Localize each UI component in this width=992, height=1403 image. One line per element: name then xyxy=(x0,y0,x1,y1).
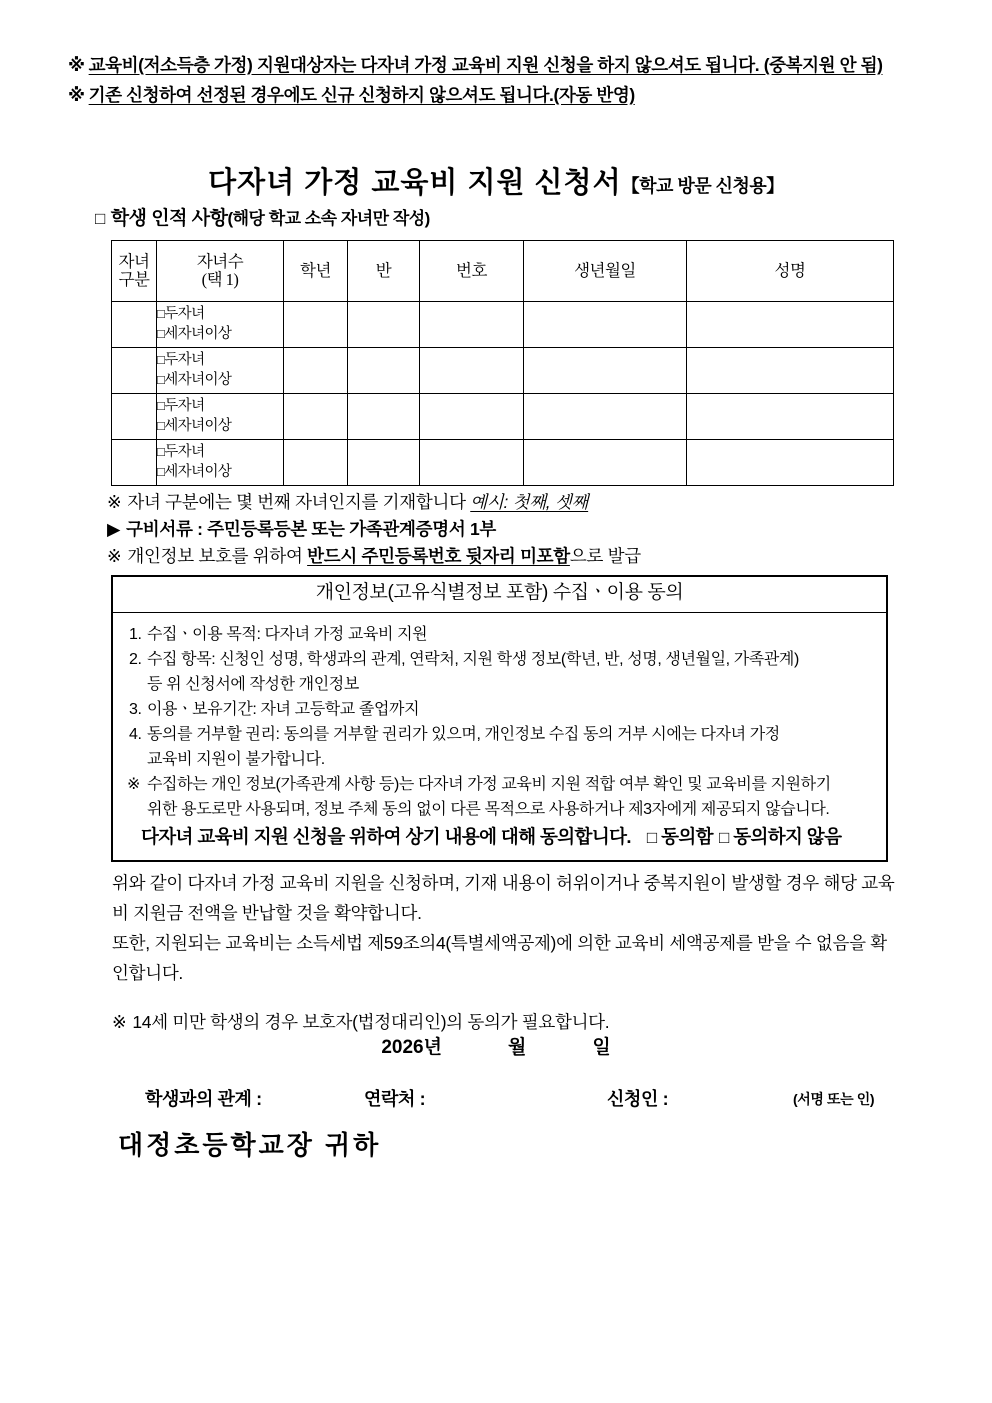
consent-item-2-continuation: 등 위 신청서에 작성한 개인정보 xyxy=(147,675,359,693)
agree-checkbox-label: 동의함 xyxy=(661,825,713,847)
consent-item-4 xyxy=(123,722,876,772)
cell-grade[interactable] xyxy=(284,302,348,348)
cell-birthdate[interactable] xyxy=(524,302,687,348)
col-header-child-count-line1: 자녀수 xyxy=(196,252,244,272)
relation-to-student-label[interactable]: 학생과의 관계 : xyxy=(145,1089,262,1109)
privacy-consent-body xyxy=(113,613,886,860)
checkbox-square-icon: □ xyxy=(95,209,105,228)
top-notice-2 xyxy=(68,80,928,110)
cell-child-count[interactable] xyxy=(157,302,284,348)
cell-name[interactable] xyxy=(687,440,894,486)
cell-name[interactable] xyxy=(687,394,894,440)
table-header-row xyxy=(112,241,894,302)
top-notice-1 xyxy=(68,50,928,80)
option-three-or-more-children[interactable] xyxy=(157,371,283,391)
option-three-or-more-children[interactable] xyxy=(157,417,283,437)
consent-agreement-line xyxy=(123,822,876,854)
table-row xyxy=(112,348,894,394)
option-two-children-label: 두자녀 xyxy=(164,443,205,460)
consent-item-4-text: 동의를 거부할 권리: 동의를 거부할 권리가 있으며, 개인정보 수집 동의 거부 시에는 다자녀 가정 xyxy=(147,725,780,743)
contact-label[interactable]: 연락처 : xyxy=(364,1089,426,1109)
cell-grade[interactable] xyxy=(284,440,348,486)
page-title: 다자녀 가정 교육비 지원 신청서 xyxy=(208,167,622,199)
triangle-bullet-icon: ▶ xyxy=(107,519,121,539)
cell-name[interactable] xyxy=(687,348,894,394)
col-header-child-order xyxy=(112,241,157,302)
table-note-1 xyxy=(107,489,927,516)
top-notice-2-text: 기존 신청하여 선정된 경우에도 신규 신청하지 않으셔도 됩니다.(자동 반영) xyxy=(88,85,635,105)
consent-item-note-text: 수집하는 개인 정보(가족관계 사항 등)는 다자녀 가정 교육비 지원 적합 여부 확인 및 교육비를 지원하기 xyxy=(147,775,831,793)
col-header-child-order-line2: 구분 xyxy=(118,270,150,289)
title-block xyxy=(0,160,992,201)
cell-birthdate[interactable] xyxy=(524,394,687,440)
cell-child-order[interactable] xyxy=(112,302,157,348)
consent-item-note xyxy=(123,772,876,822)
table-note-3-pre: 개인정보 보호를 위하여 xyxy=(127,546,308,566)
addressee-school-principal: 대정초등학교장 귀하 xyxy=(118,1130,382,1160)
option-two-children[interactable] xyxy=(157,305,283,325)
table-note-3-post: 으로 발급 xyxy=(569,546,641,566)
cell-birthdate[interactable] xyxy=(524,348,687,394)
table-row xyxy=(112,302,894,348)
consent-agreement-statement: 다자녀 교육비 지원 신청을 위하여 상기 내용에 대해 동의합니다. xyxy=(141,825,631,847)
option-two-children-label: 두자녀 xyxy=(164,397,205,414)
option-three-or-more-children-label: 세자녀이상 xyxy=(164,463,232,480)
consent-item-1 xyxy=(123,622,876,647)
table-note-3-emphasis: 반드시 주민등록번호 뒷자리 미포함 xyxy=(307,546,570,566)
declaration-paragraph-1: 위와 같이 다자녀 가정 교육비 지원을 신청하며, 기재 내용이 허위이거나 중복지원이 발생할 경우 해당 교육비 지원금 전액을 반납할 것을 확약합니다. xyxy=(112,873,895,923)
cell-child-order[interactable] xyxy=(112,440,157,486)
reference-mark-icon: ※ xyxy=(127,775,141,793)
date-line xyxy=(0,1032,992,1059)
cell-class[interactable] xyxy=(348,348,420,394)
cell-child-order[interactable] xyxy=(112,348,157,394)
cell-child-count[interactable] xyxy=(157,394,284,440)
table-note-2-text: 구비서류 : 주민등록등본 또는 가족관계증명서 1부 xyxy=(126,519,497,539)
consent-item-2 xyxy=(123,647,876,697)
cell-number[interactable] xyxy=(420,394,524,440)
col-header-child-count xyxy=(157,241,284,302)
reference-mark-icon: ※ xyxy=(112,1012,127,1032)
table-body xyxy=(112,302,894,486)
table-notes xyxy=(107,489,927,570)
option-three-or-more-children-label: 세자녀이상 xyxy=(164,325,232,342)
option-three-or-more-children[interactable] xyxy=(157,463,283,483)
consent-item-3-number: 3. xyxy=(129,700,142,718)
option-three-or-more-children-label: 세자녀이상 xyxy=(164,371,232,388)
option-two-children[interactable] xyxy=(157,397,283,417)
col-header-child-order-line1: 자녀 xyxy=(118,252,150,272)
consent-item-1-number: 1. xyxy=(129,625,142,643)
checkbox-square-icon[interactable]: □ xyxy=(157,417,165,433)
page-title-subtitle: 【학교 방문 신청용】 xyxy=(621,176,784,196)
section-heading-sub: (해당 학교 소속 자녀만 작성) xyxy=(227,209,430,228)
applicant-label[interactable]: 신청인 : xyxy=(607,1089,669,1109)
option-two-children-label: 두자녀 xyxy=(164,305,205,322)
date-day[interactable]: 일 xyxy=(592,1037,611,1058)
cell-class[interactable] xyxy=(348,302,420,348)
cell-child-count[interactable] xyxy=(157,348,284,394)
top-notice-1-text: 교육비(저소득층 가정) 지원대상자는 다자녀 가정 교육비 지원 신청을 하지 않으셔도 됩니다. (중복지원 안 됨) xyxy=(88,55,883,75)
consent-item-4-number: 4. xyxy=(129,725,142,743)
declaration-paragraph-2: 또한, 지원되는 교육비는 소득세법 제59조의4(특별세액공제)에 의한 교육비 세액공제를 받을 수 없음을 확인합니다. xyxy=(112,933,887,983)
option-two-children[interactable] xyxy=(157,443,283,463)
student-info-table xyxy=(111,240,894,486)
col-header-grade: 학년 xyxy=(284,241,348,302)
declaration-block xyxy=(112,868,902,1037)
table-header xyxy=(112,241,894,302)
col-header-number: 번호 xyxy=(420,241,524,302)
privacy-consent-title: 개인정보(고유식별정보 포함) 수집ㆍ이용 동의 xyxy=(113,577,886,613)
notice-mark-icon: ※ xyxy=(68,55,85,75)
disagree-checkbox-label: 동의하지 않음 xyxy=(733,825,842,847)
agree-checkbox[interactable]: □ xyxy=(646,827,657,847)
option-three-or-more-children[interactable] xyxy=(157,325,283,345)
cell-name[interactable] xyxy=(687,302,894,348)
cell-child-order[interactable] xyxy=(112,394,157,440)
reference-mark-icon: ※ xyxy=(107,492,122,512)
cell-grade[interactable] xyxy=(284,348,348,394)
option-two-children-label: 두자녀 xyxy=(164,351,205,368)
checkbox-square-icon[interactable]: □ xyxy=(157,325,165,341)
table-note-2 xyxy=(107,516,927,543)
cell-grade[interactable] xyxy=(284,394,348,440)
table-note-1-text: 자녀 구분에는 몇 번째 자녀인지를 기재합니다 xyxy=(127,492,466,512)
privacy-consent-box xyxy=(111,575,888,862)
notice-mark-icon: ※ xyxy=(68,85,85,105)
date-month[interactable]: 월 xyxy=(507,1037,527,1058)
consent-item-3-text: 이용ㆍ보유기간: 자녀 고등학교 졸업까지 xyxy=(147,700,420,718)
cell-number[interactable] xyxy=(420,302,524,348)
cell-birthdate[interactable] xyxy=(524,440,687,486)
option-two-children[interactable] xyxy=(157,351,283,371)
consent-item-2-number: 2. xyxy=(129,650,142,668)
declaration-note-text: 14세 미만 학생의 경우 보호자(법정대리인)의 동의가 필요합니다. xyxy=(132,1012,610,1032)
consent-item-4-continuation: 교육비 지원이 불가합니다. xyxy=(147,750,325,768)
cell-number[interactable] xyxy=(420,440,524,486)
table-row xyxy=(112,394,894,440)
checkbox-square-icon[interactable]: □ xyxy=(157,305,165,321)
consent-item-3 xyxy=(123,697,876,722)
disagree-checkbox[interactable]: □ xyxy=(718,827,729,847)
col-header-class: 반 xyxy=(348,241,420,302)
signature-or-seal-note: (서명 또는 인) xyxy=(793,1091,875,1107)
col-header-birthdate: 생년월일 xyxy=(524,241,687,302)
checkbox-square-icon[interactable]: □ xyxy=(157,397,165,413)
cell-number[interactable] xyxy=(420,348,524,394)
option-three-or-more-children-label: 세자녀이상 xyxy=(164,417,232,434)
table-note-3 xyxy=(107,543,927,570)
section-heading-label: 학생 인적 사항 xyxy=(110,208,228,229)
checkbox-square-icon[interactable]: □ xyxy=(157,463,165,479)
table-row xyxy=(112,440,894,486)
consent-item-1-text: 수집ㆍ이용 목적: 다자녀 가정 교육비 지원 xyxy=(147,625,428,643)
table-note-1-example: 예시: 첫째, 셋째 xyxy=(470,492,589,512)
checkbox-square-icon[interactable]: □ xyxy=(157,351,165,367)
checkbox-square-icon[interactable]: □ xyxy=(157,443,165,459)
consent-item-note-continuation: 위한 용도로만 사용되며, 정보 주체 동의 없이 다른 목적으로 사용하거나 제3자에게 제공되지 않습니다. xyxy=(147,800,830,818)
consent-item-2-text: 수집 항목: 신청인 성명, 학생과의 관계, 연락처, 지원 학생 정보(학년, 반, 성명, 생년월일, 가족관계) xyxy=(147,650,799,668)
top-notices xyxy=(68,50,928,110)
section-heading-student-info xyxy=(95,203,430,230)
cell-class[interactable] xyxy=(348,440,420,486)
cell-class[interactable] xyxy=(348,394,420,440)
checkbox-square-icon[interactable]: □ xyxy=(157,371,165,387)
date-year[interactable]: 2026년 xyxy=(381,1037,442,1058)
cell-child-count[interactable] xyxy=(157,440,284,486)
col-header-name: 성명 xyxy=(687,241,894,302)
reference-mark-icon: ※ xyxy=(107,546,122,566)
col-header-child-count-line2: (택 1) xyxy=(201,270,239,289)
